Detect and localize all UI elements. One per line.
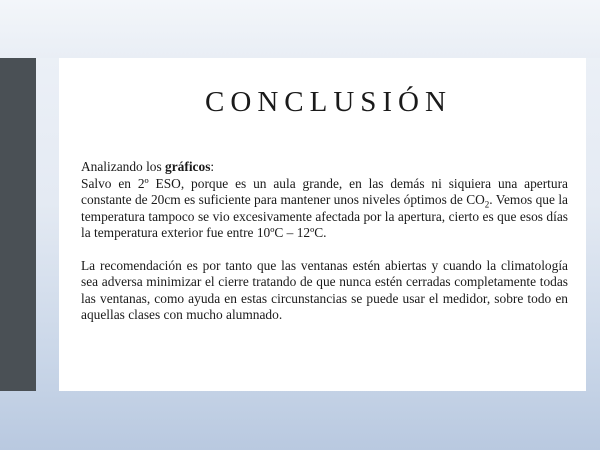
- paragraph-recommendation: La recomendación es por tanto que las ventanas estén abiertas y cuando la climatología sea adversa minimizar el cierre tratando de que nunca estén cerradas completamente todas las ventanas, como ayuda en estas circunstancias se puede usar el medidor, sobre todo en aquellas clases con mucho alumnado.: [81, 257, 568, 322]
- intro-line: [81, 159, 568, 176]
- co2-subscript: 2: [484, 199, 490, 210]
- intro-bold-word: gráficos: [165, 159, 211, 174]
- intro-suffix: :: [210, 159, 215, 174]
- slide-top-band: [0, 0, 600, 58]
- intro-prefix: Analizando los: [81, 159, 166, 174]
- content-panel: [59, 58, 586, 391]
- paragraph-gap: [81, 242, 568, 258]
- side-accent-bar: [0, 58, 36, 391]
- paragraph-analysis-end: . Vemos que la temperatura tampoco se vio excesivamente afectada por la apertura, cierto es que esos días la temperatura exterior fue entre 10ºC – 12ºC.: [81, 192, 568, 240]
- paragraph-analysis-start: Salvo en 2º ESO, porque es un aula grande, en las demás ni siquiera una apertura constante de 20cm es suficiente para mantener unos niveles óptimos de CO: [81, 175, 568, 207]
- body-text: [81, 159, 568, 324]
- paragraph-analysis: [81, 176, 568, 242]
- slide-title: CONCLUSIÓN: [205, 86, 452, 118]
